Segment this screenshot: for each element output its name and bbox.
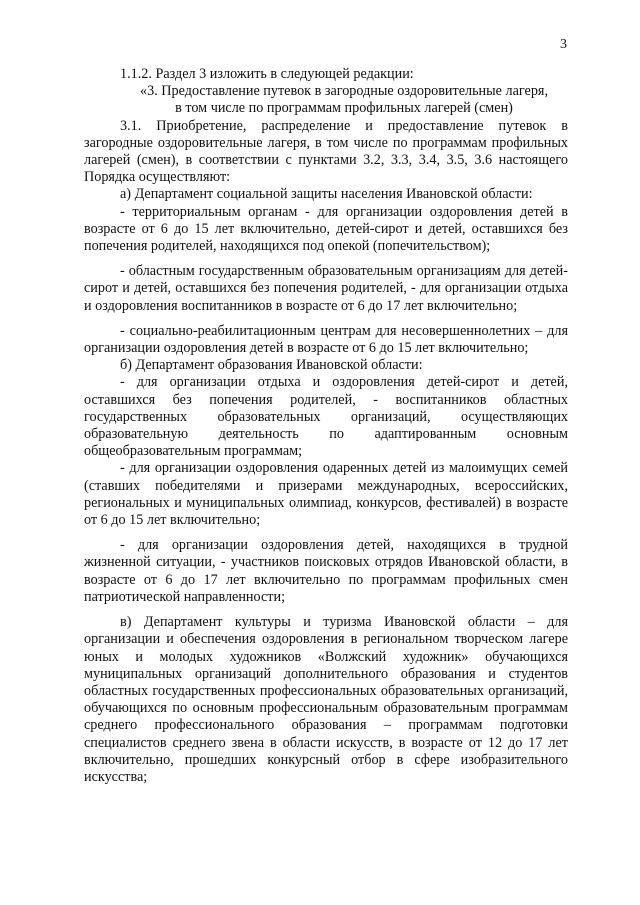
section-heading-line-1: «3. Предоставление путевок в загородные оздоровительные лагеря,	[140, 83, 548, 100]
list-item-territorial-organs: - территориальным органам - для организации оздоровления детей в возрасте от 6 до 15 лет включительно, детей-сирот и детей, оставшихся без попечения родителей, находящихся под опекой (попечительством);	[84, 203, 568, 255]
list-item-orphans-recreation: - для организации отдыха и оздоровления детей-сирот и детей, оставшихся без попечения родителей, - воспитанников областных государственных образовательных организаций, осуществляющих образовательную деятельность по адаптированным основным общеобразовательным программам;	[84, 374, 568, 460]
list-item-rehab-centers: - социально-реабилитационным центрам для несовершеннолетних – для организации оздоровления детей в возрасте от 6 до 15 лет включительно;	[84, 322, 568, 357]
paragraph-culture-dept: в) Департамент культуры и туризма Ивановской области – для организации и обеспечения оздоровления в региональном творческом лагере юных и молодых художников «Волжский художник» обучающихся муниципальных организаций дополнительного образования и студентов областных государственных профессиональных образовательных организаций, обучающихся по основным профессиональным образовательным программам среднего профессионального образования – программам подготовки специалистов среднего звена в области искусств, в возрасте от 12 до 17 лет включительно, прошедших конкурсный отбор в сфере изобразительного искусства;	[84, 614, 568, 785]
page-number: 3	[560, 37, 567, 52]
list-item-state-organizations: - областным государственным образовательным организациям для детей-сирот и детей, оставшихся без попечения родителей, - для организации отдыха и оздоровления воспитанников в возрасте от 6 до 17 лет включительно;	[84, 263, 568, 314]
list-item-gifted-children: - для организации оздоровления одаренных детей из малоимущих семей (ставших победителями и призерами международных, всероссийских, региональных и муниципальных олимпиад, конкурсов, фестивалей) в возрасте от 6 до 15 лет включительно;	[84, 460, 568, 529]
paragraph-3-1: 3.1. Приобретение, распределение и предоставление путевок в загородные оздоровительные лагеря, в том числе по программам профильных лагерей (смен), в соответствии с пунктами 3.2, 3.3, 3.4, 3.5, 3.6 настоящего Порядка осуществляют:	[84, 117, 568, 186]
document-body	[84, 66, 568, 786]
paragraph-social-dept: а) Департамент социальной защиты населения Ивановской области:	[120, 186, 533, 203]
list-item-search-teams: - для организации оздоровления детей, находящихся в трудной жизненной ситуации, - участников поисковых отрядов Ивановской области, в возрасте от 6 до 17 лет включительно по программам профильных смен патриотической направленности;	[84, 537, 568, 605]
paragraph-education-dept: б) Департамент образования Ивановской области:	[120, 357, 423, 374]
section-heading-line-2: в том числе по программам профильных лагерей (смен)	[175, 100, 513, 117]
amendment-intro: 1.1.2. Раздел 3 изложить в следующей редакции:	[120, 66, 414, 82]
